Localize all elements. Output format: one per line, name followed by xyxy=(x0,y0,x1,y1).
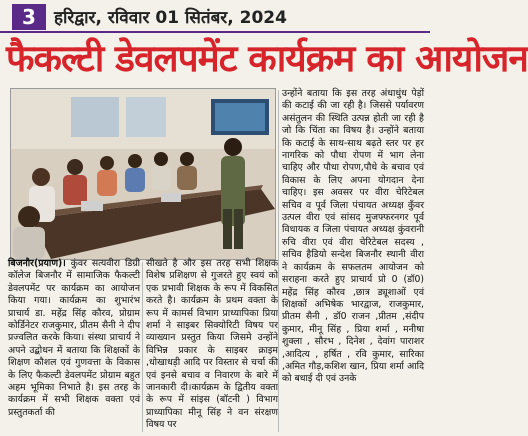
article-column-right xyxy=(282,88,424,434)
column-divider xyxy=(278,90,279,432)
edition-dateline: हरिद्वार, रविवार 01 सितंबर, 2024 xyxy=(54,8,287,28)
header-divider xyxy=(0,31,430,33)
article-column-left xyxy=(8,258,140,434)
article-headline: फैकल्टी डेवलपमेंट कार्यक्रम का आयोजन xyxy=(6,37,528,80)
article-text-middle: सीखते है और इस तरह सभी शिक्षक विशेष प्रशिक्षण से गुजरते हुए स्वयं को एक प्रभावी शिक्षक के रूप में विकसित करते है। कार्यक्रम के प्रथम वक्ता के रूप में कामर्स विभाग प्राध्यापिका प्रिया शर्मा ने साइबर सिक्योरिटी विषय पर व्याख्यान प्रस्तुत किया जिसमे उन्होंने विभिन्न प्रकार के साइबर क्राइम ,धोखाधड़ी आदि पर विस्तार से चर्चा की एवं इनसे बचाव व निवारण के बारे में जानकारी दी।कार्यक्रम के द्वितीय वक्ता के रूप में सांइस (बॉटनी ) विभाग प्राध्यापिका मीनू सिंह ने वन संरक्षण विषय पर xyxy=(146,258,278,431)
article-dateline: बिजनौर(प्रयाण)। xyxy=(8,258,66,269)
column-divider xyxy=(142,262,143,432)
article-column-middle xyxy=(146,258,278,434)
seminar-photo-icon xyxy=(11,89,275,259)
page-header xyxy=(0,0,430,32)
page-number: 3 xyxy=(12,4,46,30)
article-text-left: कुंवर सत्यवीरा डिग्री कॉलेज बिजनौर में सामाजिक फैकल्टी डेवलपमेंट पर कार्यक्रम का आयोजन किया गया। कार्यक्रम का शुभारंभ प्राचार्य डा. महेंद्र सिंह कौरव, प्रोग्राम कोर्डिनेटर राजकुमार, प्रीतम सैनी ने दीप प्रज्वलित करके किया। संस्था प्राचार्य ने अपने उद्बोधन में बताया कि शिक्षकों के शिक्षण कौशल एवं गुणवत्ता के विकास के लिए फैकल्टी डेवलपमेंट प्रोग्राम बहुत अहम भूमिका निभाते है। इस तरह के कार्यक्रम में सभी शिक्षक वक्ता एवं प्रस्तुतकर्ता की xyxy=(8,258,140,418)
article-photo xyxy=(10,88,276,260)
article-text-right: उन्होंने बताया कि इस तरह अंधाधुंध पेड़ों की कटाई की जा रही है। जिससे पर्यावरण असंतुलन की स्थिति उत्पन्न होती जा रही है जो कि चिंता का विषय है। उन्होंने बताया कि कटाई के साथ-साथ बढ़ते स्तर पर हर नागरिक को पौधा रोपण में भाग लेना चाहिए और पौधा रोपण,पौधे के बचाव एवं विकास के लिए अपना योगदान देना चाहिए। इस अवसर पर वीरा चेरिटेबल सचिव व पूर्व जिला पंचायत अध्यक्ष कुँवर उत्पल वीरा एवं सांसद मुजफ्फरनगर पूर्व विधायक व जिला पंचायत अध्यक्ष कुंवरानी रुचि वीरा एवं वीरा चेरिटेबल सदस्य , सचिव हैडियो सन्देश बिजनौर स्थानी वीरा ने कार्यक्रम के सफलतम आयोजन को सराहना करते हुए प्राचार्य प्रो 0 (डॉ0) महेंद्र सिंह कौरव ,छात्र ड्यूशाओं एवं शिक्षकों अभिषेक भारद्वाज, राजकुमार, प्रीतम सैनी , डॉ0 राजन ,प्रीतम ,संदीप कुमार, मीनू सिंह , प्रिया शर्मा , मनीषा शुक्ला , सौरभ , दिनेश , देवांग पाराशर ,आदित्य , हर्षित , रवि कुमार, सारिका ,अमित गौड़,कशिश खान, प्रिया शर्मा आदि को बधाई दी एवं उनके xyxy=(282,88,424,385)
